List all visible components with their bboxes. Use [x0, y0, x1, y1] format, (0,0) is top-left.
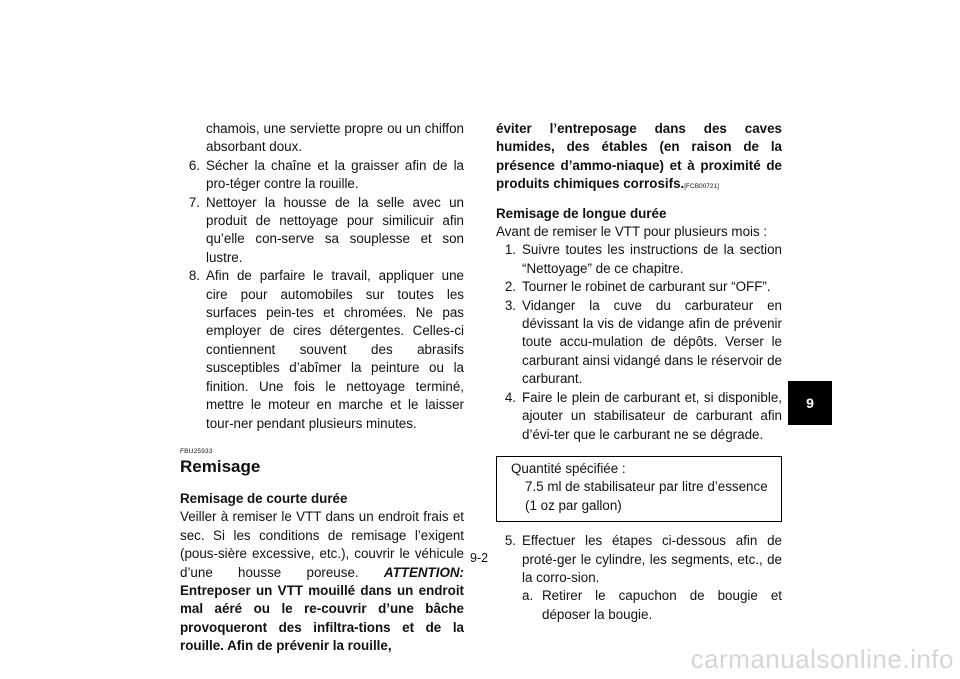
list-number: 5.	[504, 533, 516, 549]
right-column	[496, 120, 782, 624]
sub-item-text: Retirer le capuchon de bougie et déposer la bougie.	[542, 588, 782, 622]
specified-quantity-box	[496, 456, 782, 522]
attention-text: éviter l’entreposage dans des caves humides, des étables (en raison de la présence d’ammo-niaque) et à proximité de produits chimiques corrosifs.	[496, 121, 782, 192]
footer-watermark[interactable]: carmanualsonline.info	[690, 644, 954, 674]
section-title: Remisage	[180, 456, 261, 476]
paragraph-text: Veiller à remiser le VTT dans un endroit frais et sec. Si les conditions de remisage l’exigent (pous-sière excessive, etc.), couvrir le véhicule d’une housse poreuse.	[180, 509, 464, 580]
list-text: Suivre toutes les instructions de la section “Nettoyage” de ce chapitre.	[522, 242, 782, 276]
box-line-2: (1 oz par gallon)	[525, 497, 622, 513]
list-item-4	[496, 389, 782, 444]
list-number: 3.	[504, 297, 516, 313]
list-text: Nettoyer la housse de la selle avec un produit de nettoyage pour similicuir afin qu’elle con-serve sa souplesse et son lustre.	[206, 194, 464, 265]
subsection-title-long: Remisage de longue durée	[496, 205, 667, 221]
attention-text: Entreposer un VTT mouillé dans un endroit mal aéré ou le re-couvrir d’une bâche provoqueront des infiltra-tions et de la rouille. Afin de prévenir la rouille,	[180, 582, 464, 654]
left-column	[180, 120, 464, 656]
list-text: Afin de parfaire le travail, appliquer une cire pour automobiles sur toutes les surfaces pein-tes et chromées. Ne pas employer de cires détergentes. Celles-ci contiennent souvent des abrasifs susceptibles d’abîmer la peinture ou la finition. Une fois le nettoyage terminé, mettre le moteur en marche et le laisser tour-ner pendant plusieurs minutes.	[206, 268, 464, 431]
list-text: Faire le plein de carburant et, si disponible, ajouter un stabilisateur de carburant afin d’évi-ter que le carburant ne se dégrade.	[522, 389, 782, 442]
box-line-1: 7.5 ml de stabilisateur par litre d’essence	[525, 479, 768, 495]
list-number: 7.	[188, 194, 200, 210]
subsection-title-short: Remisage de courte durée	[180, 490, 348, 506]
list-item-1	[496, 241, 782, 278]
sub-item-a	[496, 587, 782, 624]
short-storage-paragraph	[180, 508, 464, 655]
long-storage-intro: Avant de remiser le VTT pour plusieurs mois :	[496, 224, 768, 240]
list-item-6	[180, 157, 464, 194]
sub-item-letter: a.	[522, 588, 534, 604]
list-text: Vidanger la cuve du carburateur en dévissant la vis de vidange afin de prévenir toute accu-mulation de dépôts. Verser le carburant ainsi vidangé dans le réservoir de carburant.	[522, 297, 782, 387]
list-item-8	[180, 267, 464, 433]
list-number: 6.	[188, 157, 200, 173]
list-item-2	[496, 278, 782, 296]
item-5-continuation: chamois, une serviette propre ou un chiffon absorbant doux.	[206, 121, 464, 155]
attention-continuation	[496, 120, 782, 197]
attention-code: [FCB00721]	[684, 183, 719, 191]
section-code: FBU25933	[180, 447, 213, 455]
list-item-5	[496, 532, 782, 587]
list-item-3	[496, 297, 782, 389]
list-number: 2.	[504, 279, 516, 295]
chapter-tab: 9	[788, 381, 832, 425]
list-text: Tourner le robinet de carburant sur “OFF”.	[522, 279, 771, 295]
list-text: Effectuer les étapes ci-dessous afin de proté-ger le cylindre, les segments, etc., de la corro-sion.	[522, 533, 782, 585]
list-item-7	[180, 194, 464, 268]
list-text: Sécher la chaîne et la graisser afin de la pro-téger contre la rouille.	[206, 157, 464, 192]
box-label: Quantité spécifiée :	[511, 460, 626, 476]
page-number: 9-2	[470, 551, 489, 565]
attention-label: ATTENTION:	[383, 564, 464, 580]
list-number: 1.	[504, 242, 516, 258]
list-number: 8.	[188, 268, 200, 284]
list-number: 4.	[504, 389, 516, 405]
